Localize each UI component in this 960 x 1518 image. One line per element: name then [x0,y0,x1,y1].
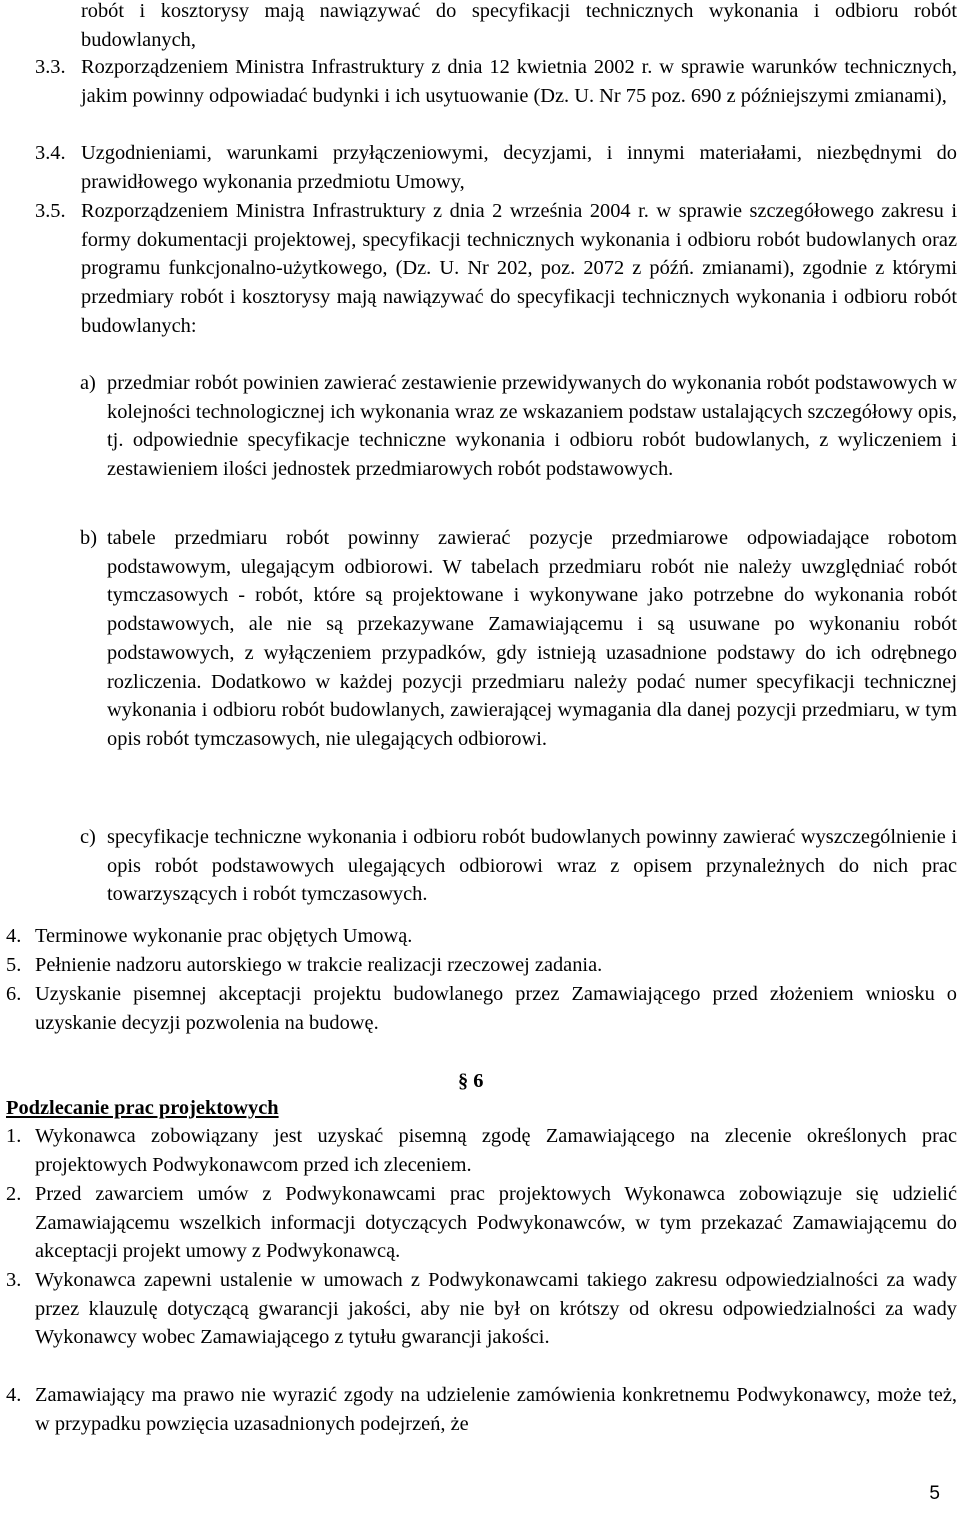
section-item-text: Zamawiający ma prawo nie wyrazić zgody na udzielenie zamówienia konkretnemu Podwykonawcy, może też, w przypadku powzięcia uzasadnionych podejrzeń, że [35,1384,957,1435]
section-item-number: 3. [6,1269,22,1291]
item-number: 3.3. [35,56,66,78]
item-number: 3.4. [35,142,66,164]
section-item-text: Wykonawca zapewni ustalenie w umowach z Podwykonawcami takiego zakresu odpowiedzialności za wady przez klauzulę dotyczącą gwarancji jakości, aby nie był on krótszy od okresu odpowiedzialności za wady Wykonawcy wobec Zamawiającego z tytułu gwarancji jakości. [35,1269,957,1349]
paragraph-continuation: robót i kosztorysy mają nawiązywać do specyfikacji technicznych wykonania i odbioru robót budowlanych, [81,0,957,51]
item-5-text: Pełnienie nadzoru autorskiego w trakcie realizacji rzeczowej zadania. [35,954,603,976]
page-number: 5 [929,1483,940,1504]
section-item-text: Wykonawca zobowiązany jest uzyskać pisemną zgodę Zamawiającego na zlecenie określonych prac projektowych Podwykonawcom przed ich zleceniem. [35,1125,957,1176]
item-number: 5. [6,954,22,976]
section-item-number: 2. [6,1183,22,1205]
item-number: 3.5. [35,200,66,222]
item-number: 4. [6,925,22,947]
section-item-number: 1. [6,1125,22,1147]
section-item-text: Przed zawarciem umów z Podwykonawcami prac projektowych Wykonawca zobowiązuje się udzielić Zamawiającemu wszelkich informacji dotyczących Podwykonawców, w tym przekazać Zamawiającemu do akceptacji projekt umowy z Podwykonawcą. [35,1183,957,1263]
sub-label-a: a) [80,372,96,394]
item-3-5-text: Rozporządzeniem Ministra Infrastruktury z dnia 2 września 2004 r. w sprawie szczegółowego zakresu i formy dokumentacji projektowej, specyfikacji technicznych wykonania i odbioru robót budowlanych oraz programu funkcjonalno-użytkowego, (Dz. U. Nr 202, poz. 2072 z późń. zmianami), zgodnie z którymi przedmiary robót i kosztorysy mają nawiązywać do specyfikacji technicznych wykonania i odbioru robót budowlanych: [81,200,957,337]
sub-a-text: przedmiar robót powinien zawierać zestawienie przewidywanych do wykonania robót podstawowych w kolejności technologicznej ich wykonania wraz ze wskazaniem podstaw ustalających szczegółowy opis, tj. odpowiednie specyfikacje techniczne wykonania i odbioru robót budowlanych, z wyliczeniem i zestawieniem ilości jednostek przedmiarowych robót podstawowych. [107,372,957,481]
sub-label-c: c) [80,826,96,848]
section-item-number: 4. [6,1384,22,1406]
sub-label-b: b) [80,527,97,549]
sub-c-text: specyfikacje techniczne wykonania i odbioru robót budowlanych powinny zawierać wyszczególnienie i opis robót podstawowych ulegających odbiorowi wraz z opisem przynależnych do nich prac towarzyszących i robót tymczasowych. [107,826,957,906]
item-4-text: Terminowe wykonanie prac objętych Umową. [35,925,413,947]
item-number: 6. [6,983,22,1005]
item-3-3-text: Rozporządzeniem Ministra Infrastruktury z dnia 12 kwietnia 2002 r. w sprawie warunków technicznych, jakim powinny odpowiadać budynki i ich usytuowanie (Dz. U. Nr 75 poz. 690 z późniejszymi zmianami), [81,56,957,107]
section-title: Podzlecanie prac projektowych [6,1097,279,1119]
sub-b-text: tabele przedmiaru robót powinny zawierać pozycje przedmiarowe odpowiadające robotom podstawowym, ulegającym odbiorowi. W tabelach przedmiaru robót nie należy uwzględniać robót tymczasowych - robót, które są projektowane i wykonywane jako potrzebne do wykonania robót podstawowych, ale nie są przekazywane Zamawiającemu i są usuwane po wykonaniu robót podstawowych, z wyłączeniem przypadków, gdy istnieją uzasadnione podstawy do ich odrębnego rozliczenia. Dodatkowo w każdej pozycji przedmiaru należy podać numer specyfikacji technicznej wykonania i odbioru robót budowlanych, zawierającej wymagania dla danej pozycji przedmiaru, w tym opis robót tymczasowych, nie ulegających odbiorowi. [107,527,957,750]
item-6-text: Uzyskanie pisemnej akceptacji projektu budowlanego przez Zamawiającego przed złożeniem wniosku o uzyskanie decyzji pozwolenia na budowę. [35,983,957,1034]
item-3-4-text: Uzgodnieniami, warunkami przyłączeniowymi, decyzjami, i innymi materiałami, niezbędnymi do prawidłowego wykonania przedmiotu Umowy, [81,142,957,193]
section-symbol: § 6 [458,1070,484,1092]
